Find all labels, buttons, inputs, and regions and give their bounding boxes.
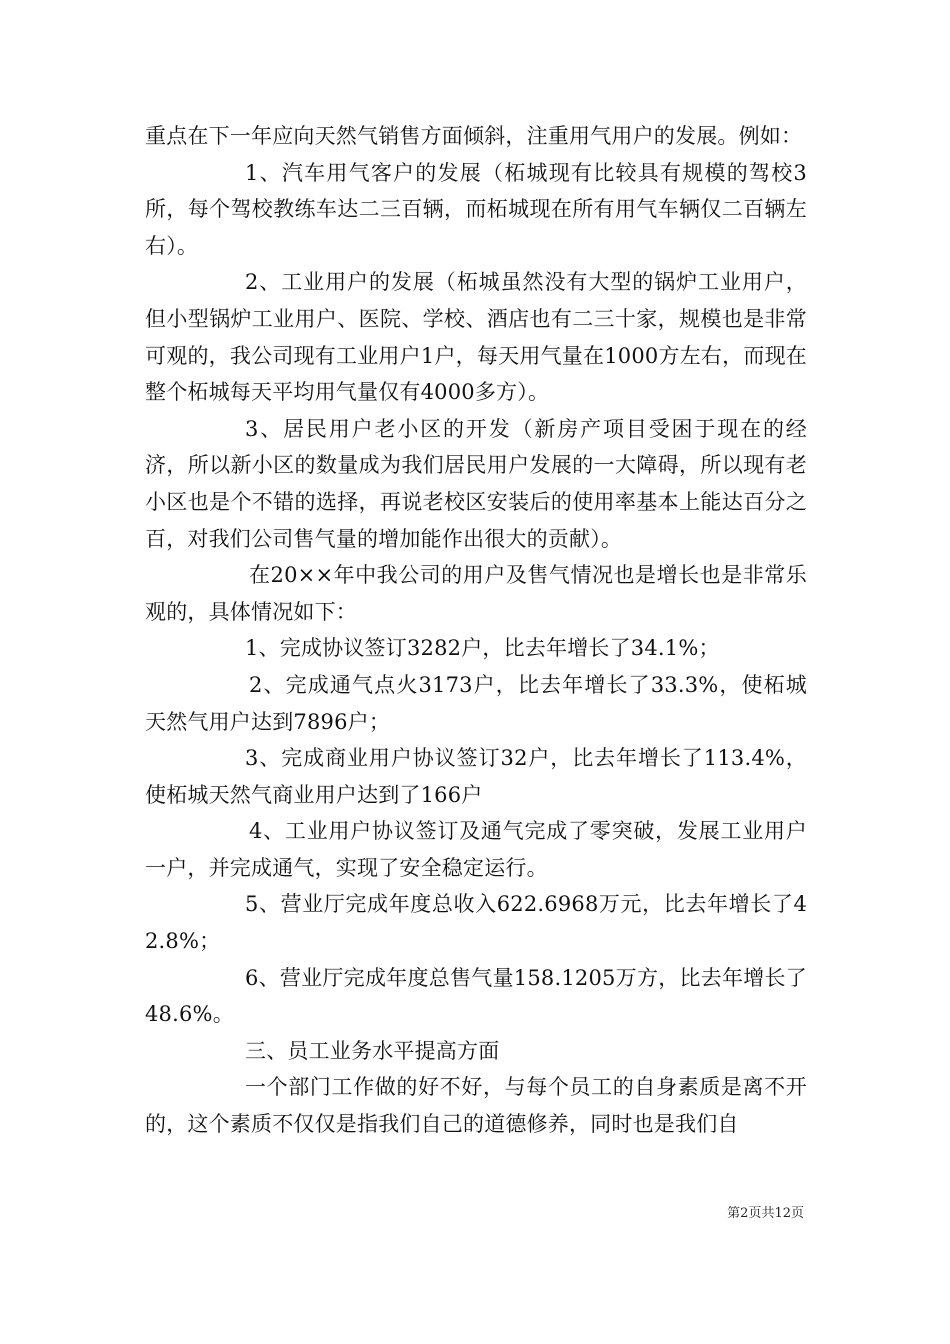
paragraph-old-residential: 3、居民用户老小区的开发（新房产项目受困于现在的经济，所以新小区的数量成为我们居民用户发展的一大障碍，所以现有老小区也是个不错的选择，再说老校区安装后的使用率基本上能达百分之百，对我们公司售气量的增加能作出很大的贡献）。	[145, 416, 807, 551]
paragraph-revenue: 5、营业厅完成年度总收入622.6968万元，比去年增长了42.8%；	[145, 892, 807, 954]
paragraph-staff-quality: 一个部门工作做的好不好，与每个员工的自身素质是离不开的，这个素质不仅仅是指我们自己的道德修养，同时也是我们自	[145, 1075, 807, 1137]
paragraph-ignition: 2、完成通气点火3173户，比去年增长了33.3%，使柘城天然气用户达到7896户；	[145, 672, 807, 734]
paragraph-industrial-breakthrough: 4、工业用户协议签订及通气完成了零突破，发展工业用户一户，并完成通气，实现了安全稳定运行。	[145, 819, 807, 880]
document-body	[145, 118, 807, 1143]
section-heading-staff: 三、员工业务水平提高方面	[245, 1038, 500, 1063]
paragraph-agreements: 1、完成协议签订3282户，比去年增长了34.1%；	[245, 636, 720, 661]
paragraph-gas-sales: 6、营业厅完成年度总售气量158.1205万方，比去年增长了48.6%。	[145, 965, 807, 1027]
paragraph-intro: 重点在下一年应向天然气销售方面倾斜，注重用气用户的发展。例如：	[145, 124, 803, 148]
paragraph-vehicle-customers: 1、汽车用气客户的发展（柘城现有比较具有规模的驾校3所，每个驾校教练车达二三百辆，而柘城现在所有用气车辆仅二百辆左右）。	[145, 160, 807, 258]
paragraph-industrial-users: 2、工业用户的发展（柘城虽然没有大型的锅炉工业用户，但小型锅炉工业用户、医院、学校、酒店也有二三十家，规模也是非常可观的，我公司现有工业用户1户，每天用气量在1000方左右，而现在整个柘城每天平均用气量仅有4000多方）。	[145, 270, 807, 405]
paragraph-commercial: 3、完成商业用户协议签订32户，比去年增长了113.4%，使柘城天然气商业用户达到了166户	[145, 746, 807, 807]
paragraph-year-summary: 在20××年中我公司的用户及售气情况也是增长也是非常乐观的，具体情况如下：	[145, 563, 807, 624]
page-number-footer: 第2页共12页	[727, 1206, 804, 1221]
